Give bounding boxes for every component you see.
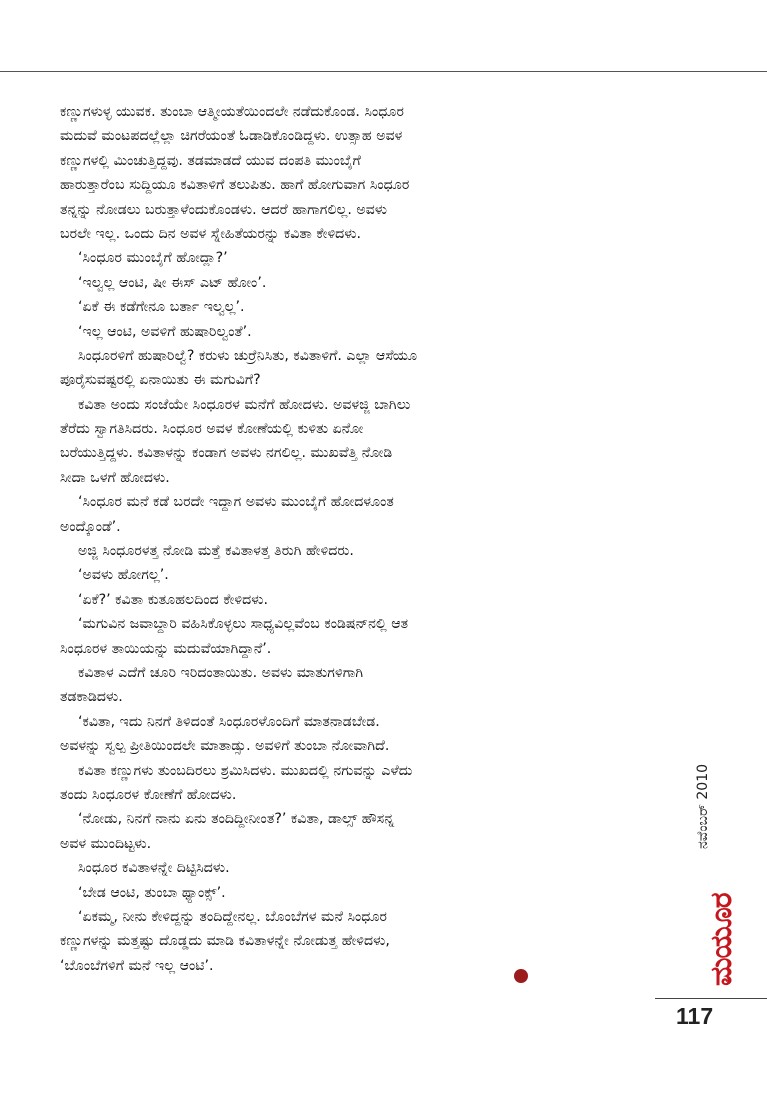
story-line: ‘ಏಕಮ್ಮ, ನೀನು ಕೇಳಿದ್ದನ್ನು ತಂದಿದ್ದೇನಲ್ಲ. ಬೊಂಬೆಗಳ ಮನೆ ಸಿಂಧೂರ <box>78 908 388 925</box>
story-line: ‘ಬೇಡ ಆಂಟಿ, ತುಂಬಾ ಥ್ಯಾಂಕ್ಸ್’. <box>78 884 226 901</box>
story-line: ಬರಲೇ ಇಲ್ಲ. ಒಂದು ದಿನ ಅವಳ ಸ್ನೇಹಿತೆಯರನ್ನು ಕವಿತಾ ಕೇಳಿದಳು. <box>60 225 362 242</box>
story-line: ಮದುವೆ ಮಂಟಪದಲ್ಲೆಲ್ಲಾ ಚಿಗರೆಯಂತೆ ಓಡಾಡಿಕೊಂಡಿದ್ದಳು. ಉತ್ಸಾಹ ಅವಳ <box>60 128 403 145</box>
story-line: ‘ಮಗುವಿನ ಜವಾಬ್ದಾರಿ ವಹಿಸಿಕೊಳ್ಳಲು ಸಾಧ್ಯವಿಲ್ಲವೆಂಬ ಕಂಡಿಷನ್‌ನಲ್ಲಿ ಆತ <box>78 616 409 633</box>
story-line: ಕಣ್ಣುಗಳುಳ್ಳ ಯುವಕ. ತುಂಬಾ ಆತ್ಮೀಯತೆಯಿಂದಲೇ ನಡೆದುಕೊಂಡ. ಸಿಂಧೂರ <box>60 104 404 120</box>
story-line: ಬರೆಯುತ್ತಿದ್ದಳು. ಕವಿತಾಳನ್ನು ಕಂಡಾಗ ಅವಳು ನಗಲಿಲ್ಲ. ಮುಖವೆತ್ತಿ ನೋಡಿ <box>60 445 393 462</box>
story-line: ಅವಳ ಮುಂದಿಟ್ಟಳು. <box>60 835 152 852</box>
story-line: ‘ಅವಳು ಹೋಗಲ್ಲ’. <box>78 567 169 584</box>
page-number: 117 <box>676 1003 714 1029</box>
story-line: ‘ಇಲ್ವಲ್ಲ ಆಂಟಿ, ಷೀ ಈಸ್ ಎಟ್ ಹೋಂ’. <box>78 274 267 291</box>
footer-rule <box>655 998 767 999</box>
story-line: ಕಣ್ಣುಗಳಲ್ಲಿ ಮಿಂಚುತ್ತಿದ್ದವು. ತಡಮಾಡದೆ ಯುವ ದಂಪತಿ ಮುಂಬೈಗೆ <box>60 152 361 169</box>
story-line: ‘ಕವಿತಾ, ಇದು ನಿನಗೆ ತಿಳಿದಂತೆ ಸಿಂಧೂರಳೊಂದಿಗೆ ಮಾತನಾಡಬೇಡ. <box>78 713 380 730</box>
story-line: ಕವಿತಾ ಕಣ್ಣುಗಳು ತುಂಬದಿರಲು ಶ್ರಮಿಸಿದಳು. ಮುಖದಲ್ಲಿ ನಗುವನ್ನು ಎಳೆದು <box>78 762 413 779</box>
story-line: ಅಂದ್ಕೊಂಡೆ’. <box>60 518 121 535</box>
issue-date: ನವೆಂಬರ್ 2010 <box>695 763 711 849</box>
story-line: ಕಣ್ಣುಗಳನ್ನು ಮತ್ತಷ್ಟು ದೊಡ್ಡದು ಮಾಡಿ ಕವಿತಾಳನ್ನೇ ನೋಡುತ್ತ ಹೇಳಿದಳು, <box>60 933 390 950</box>
story-line: ‘ನೋಡು, ನಿನಗೆ ನಾನು ಏನು ತಂದಿದ್ದೀನೀಂತ?’ ಕವಿತಾ, ಡಾಲ್ಸ್ ಹೌಸನ್ನ <box>78 811 395 828</box>
story-line: ‘ಸಿಂಧೂರ ಮನೆ ಕಡೆ ಬರದೇ ಇದ್ದಾಗ ಅವಳು ಮುಂಬೈಗೆ ಹೋದಳೂಂತ <box>78 494 394 511</box>
story-line: ಸಿಂಧೂರ ಕವಿತಾಳನ್ನೇ ದಿಟ್ಟಿಸಿದಳು. <box>78 860 230 877</box>
story-end-mark <box>514 969 528 983</box>
story-line: ಕವಿತಾ ಅಂದು ಸಂಜೆಯೇ ಸಿಂಧೂರಳ ಮನೆಗೆ ಹೋದಳು. ಅವಳಜ್ಜಿ ಬಾಗಿಲು <box>78 396 411 413</box>
story-line: ತನ್ನನ್ನು ನೋಡಲು ಬರುತ್ತಾಳೆಂದುಕೊಂಡಳು. ಆದರೆ ಹಾಗಾಗಲಿಲ್ಲ. ಅವಳು <box>60 201 388 218</box>
story-line: ‘ಬೊಂಬೆಗಳಿಗೆ ಮನೆ ಇಲ್ಲ ಆಂಟಿ’. <box>60 957 214 974</box>
story-line: ‘ಇಲ್ಲ ಆಂಟಿ, ಅವಳಿಗೆ ಹುಷಾರಿಲ್ವಂತೆ’. <box>78 323 252 340</box>
story-line: ‘ಏಕೆ ಈ ಕಡೆಗೇನೂ ಬರ್ತಾ ಇಲ್ವಲ್ಲ’. <box>78 299 245 316</box>
top-rule <box>0 71 767 72</box>
story-line: ಕವಿತಾಳ ಎದೆಗೆ ಚೂರಿ ಇರಿದಂತಾಯಿತು. ಅವಳು ಮಾತುಗಳಿಗಾಗಿ <box>78 664 364 681</box>
story-line: ತೆರೆದು ಸ್ವಾಗತಿಸಿದರು. ಸಿಂಧೂರ ಅವಳ ಕೋಣೆಯಲ್ಲಿ ಕುಳಿತು ಏನೋ <box>60 421 364 438</box>
story-line: ‘ಏಕೆ?’ ಕವಿತಾ ಕುತೂಹಲದಿಂದ ಕೇಳಿದಳು. <box>78 591 269 608</box>
story-line: ತಡಕಾಡಿದಳು. <box>60 689 123 706</box>
magazine-logo: ಮಯೂರ <box>704 893 739 986</box>
story-text <box>60 100 530 978</box>
story-line: ‘ಸಿಂಧೂರ ಮುಂಬೈಗೆ ಹೋದ್ಲಾ?’ <box>78 250 228 267</box>
story-line: ಸಿಂಧೂರಳಿಗೆ ಹುಷಾರಿಲ್ವೆ? ಕರುಳು ಚುರ್ರೆನಿಸಿತು, ಕವಿತಾಳಿಗೆ. ಎಲ್ಲಾ ಆಸೆಯೂ <box>78 347 418 364</box>
story-line: ಅವಳನ್ನು ಸ್ವಲ್ಪ ಪ್ರೀತಿಯಿಂದಲೇ ಮಾತಾಡ್ಸು. ಅವಳಿಗೆ ತುಂಬಾ ನೋವಾಗಿದೆ. <box>60 738 390 755</box>
story-line: ಸಿಂಧೂರಳ ತಾಯಿಯನ್ನು ಮದುವೆಯಾಗಿದ್ದಾನೆ’. <box>60 640 272 657</box>
story-line: ಹಾರುತ್ತಾರೆಂಬ ಸುದ್ದಿಯೂ ಕವಿತಾಳಿಗೆ ತಲುಪಿತು. ಹಾಗೆ ಹೋಗುವಾಗ ಸಿಂಧೂರ <box>60 177 410 194</box>
story-line: ತಂದು ಸಿಂಧೂರಳ ಕೋಣೆಗೆ ಹೋದಳು. <box>60 786 237 803</box>
story-line: ಸೀದಾ ಒಳಗೆ ಹೋದಳು. <box>60 469 170 486</box>
story-line: ಪೂರೈಸುವಷ್ಟರಲ್ಲಿ ಏನಾಯಿತು ಈ ಮಗುವಿಗೆ? <box>60 372 261 389</box>
story-line: ಅಜ್ಜಿ ಸಿಂಧೂರಳತ್ತ ನೋಡಿ ಮತ್ತೆ ಕವಿತಾಳತ್ತ ತಿರುಗಿ ಹೇಳಿದರು. <box>78 543 354 560</box>
